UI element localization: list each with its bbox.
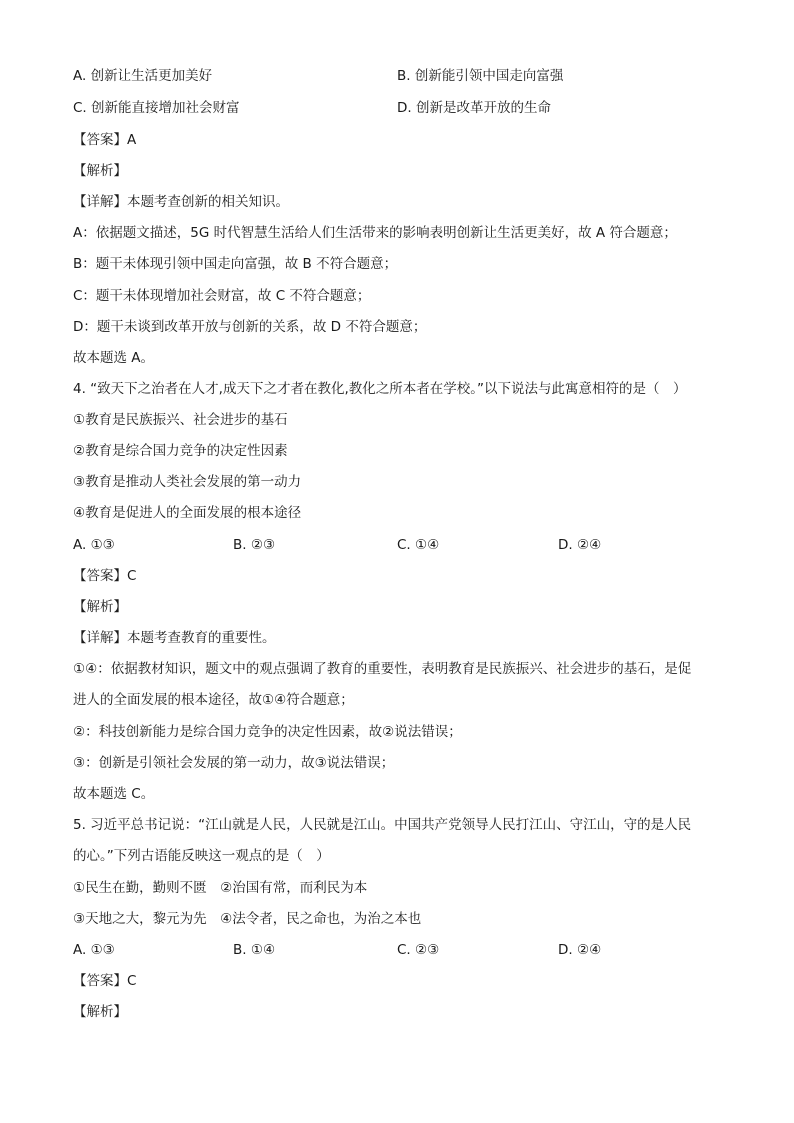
q3-answer: 【答案】A (73, 132, 137, 148)
q5-option-b: B. ①④ (233, 942, 276, 958)
q4-explain-14-line1: ①④：依据教材知识，题文中的观点强调了教育的重要性，表明教育是民族振兴、社会进步的基石，是促 (73, 661, 692, 677)
q4-option-c: C. ①④ (397, 537, 440, 553)
q3-option-a: A. 创新让生活更加美好 (73, 68, 213, 84)
q4-explain-14-line2: 进人的全面发展的根本途径，故①④符合题意； (73, 692, 354, 708)
q4-option-b: B. ②③ (233, 537, 276, 553)
q3-explain-a: A：依据题文描述，5G 时代智慧生活给人们生活带来的影响表明创新让生活更美好，故 A 符合题意； (73, 225, 677, 241)
q3-explain-c: C：题干未体现增加社会财富，故 C 不符合题意； (73, 288, 371, 304)
q3-explain-d: D：题干未谈到改革开放与创新的关系，故 D 不符合题意； (73, 319, 427, 335)
q4-conclusion: 故本题选 C。 (73, 786, 155, 802)
q3-explain-b: B：题干未体现引领中国走向富强，故 B 不符合题意； (73, 256, 398, 272)
q5-option-c: C. ②③ (397, 942, 440, 958)
q4-explain-2: ②：科技创新能力是综合国力竞争的决定性因素，故②说法错误； (73, 724, 462, 740)
q3-option-c: C. 创新能直接增加社会财富 (73, 100, 240, 116)
q4-item-2: ②教育是综合国力竞争的决定性因素 (73, 443, 288, 459)
q4-item-3: ③教育是推动人类社会发展的第一动力 (73, 474, 302, 490)
q3-option-b: B. 创新能引领中国走向富强 (397, 68, 564, 84)
q5-option-a: A. ①③ (73, 942, 115, 958)
q3-conclusion: 故本题选 A。 (73, 350, 155, 366)
q4-explain-3: ③：创新是引领社会发展的第一动力，故③说法错误； (73, 755, 395, 771)
q5-analysis-label: 【解析】 (73, 1004, 127, 1020)
q5-option-d: D. ②④ (558, 942, 602, 958)
q5-stem-line2: 的心。”下列古语能反映这一观点的是（ ） (73, 848, 330, 864)
q4-detail: 【详解】本题考查教育的重要性。 (73, 630, 276, 646)
q4-option-a: A. ①③ (73, 537, 115, 553)
q3-analysis-label: 【解析】 (73, 163, 127, 179)
q5-items-line2: ③天地之大，黎元为先 ④法令者，民之命也，为治之本也 (73, 911, 422, 927)
q5-items-line1: ①民生在勤，勤则不匮 ②治国有常，而利民为本 (73, 880, 368, 896)
q4-item-1: ①教育是民族振兴、社会进步的基石 (73, 412, 288, 428)
q3-option-d: D. 创新是改革开放的生命 (397, 100, 551, 116)
q4-option-d: D. ②④ (558, 537, 602, 553)
q4-item-4: ④教育是促进人的全面发展的根本途径 (73, 505, 302, 521)
q5-answer: 【答案】C (73, 973, 137, 989)
q4-answer: 【答案】C (73, 568, 137, 584)
q4-analysis-label: 【解析】 (73, 599, 127, 615)
q4-stem: 4. “致天下之治者在人才,成天下之才者在教化,教化之所本者在学校。”以下说法与此寓意相符的是（ ） (73, 381, 687, 397)
q3-detail: 【详解】本题考查创新的相关知识。 (73, 194, 289, 210)
q5-stem-line1: 5. 习近平总书记说：“江山就是人民，人民就是江山。中国共产党领导人民打江山、守江山，守的是人民 (73, 817, 692, 833)
